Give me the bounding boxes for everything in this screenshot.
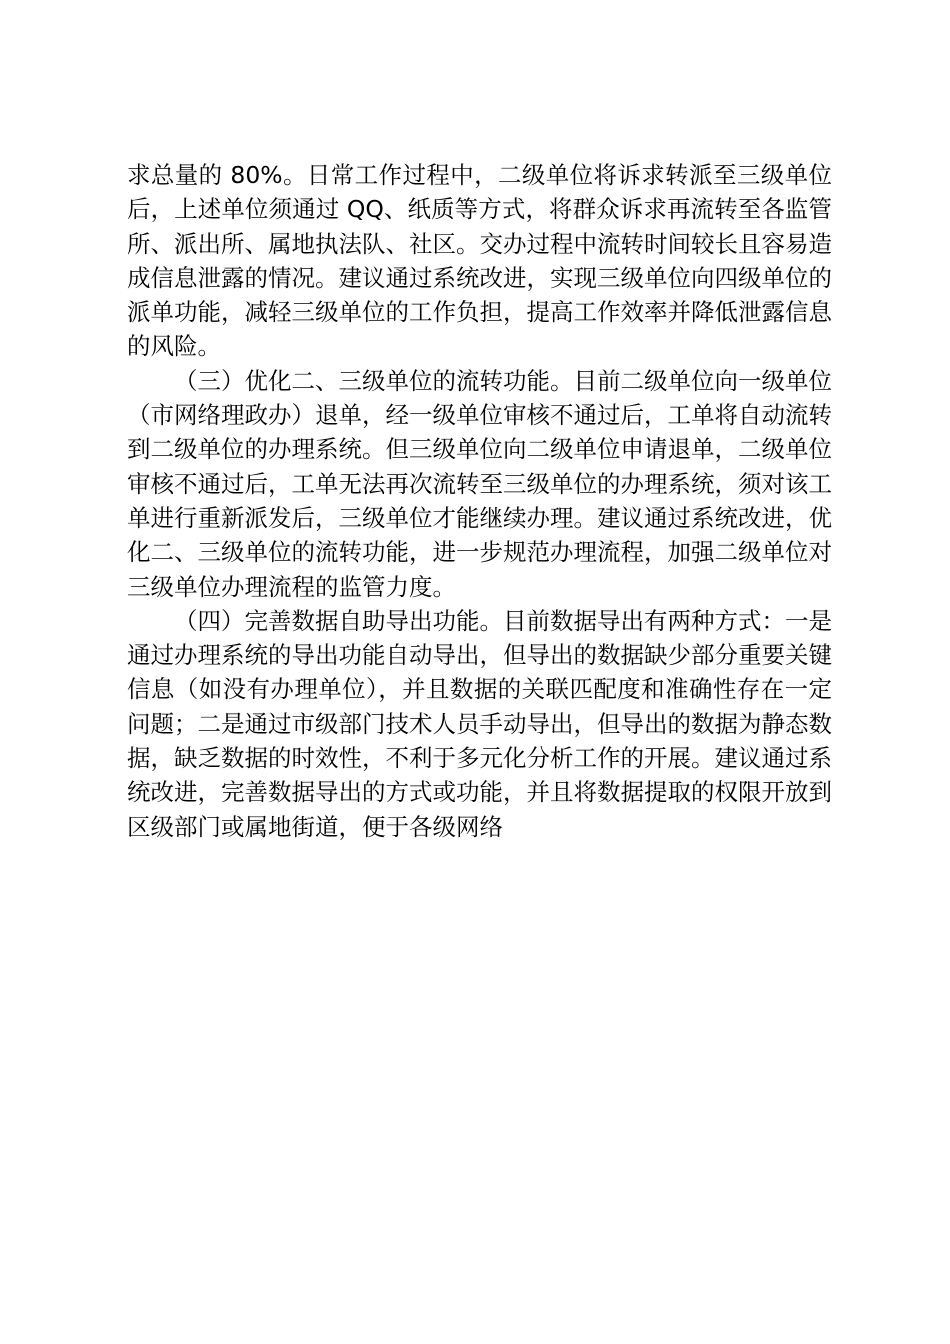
section-heading: （四）完善数据自助导出功能。 [174,606,503,635]
section-heading: （三）优化二、三级单位的流转功能。 [174,366,574,395]
document-page [127,158,832,844]
paragraph-section-4 [127,604,832,844]
paragraph-continuation [127,158,832,364]
paragraph-section-3 [127,364,832,604]
paragraph-text: 求总量的 80%。日常工作过程中，二级单位将诉求转派至三级单位后，上述单位须通过 QQ、纸质等方式，将群众诉求再流转至各监管所、派出所、属地执法队、社区。交办过程中流转时间较长且容易造成信息泄露的情况。建议通过系统改进，实现三级单位向四级单位的派单功能，减轻三级单位的工作负担，提高工作效率并降低泄露信息的风险。 [127,161,832,361]
paragraph-text: 目前数据导出有两种方式：一是通过办理系统的导出功能自动导出，但导出的数据缺少部分重要关键信息（如没有办理单位），并且数据的关联匹配度和准确性存在一定问题；二是通过市级部门技术人员手动导出，但导出的数据为静态数据，缺乏数据的时效性，不利于多元化分析工作的开展。建议通过系统改进，完善数据导出的方式或功能，并且将数据提取的权限开放到区级部门或属地街道，便于各级网络 [127,606,832,841]
paragraph-text: 目前二级单位向一级单位（市网络理政办）退单，经一级单位审核不通过后，工单将自动流转到二级单位的办理系统。但三级单位向二级单位申请退单，二级单位审核不通过后，工单无法再次流转至三级单位的办理系统，须对该工单进行重新派发后，三级单位才能继续办理。建议通过系统改进，优化二、三级单位的流转功能，进一步规范办理流程，加强二级单位对三级单位办理流程的监管力度。 [127,366,832,601]
